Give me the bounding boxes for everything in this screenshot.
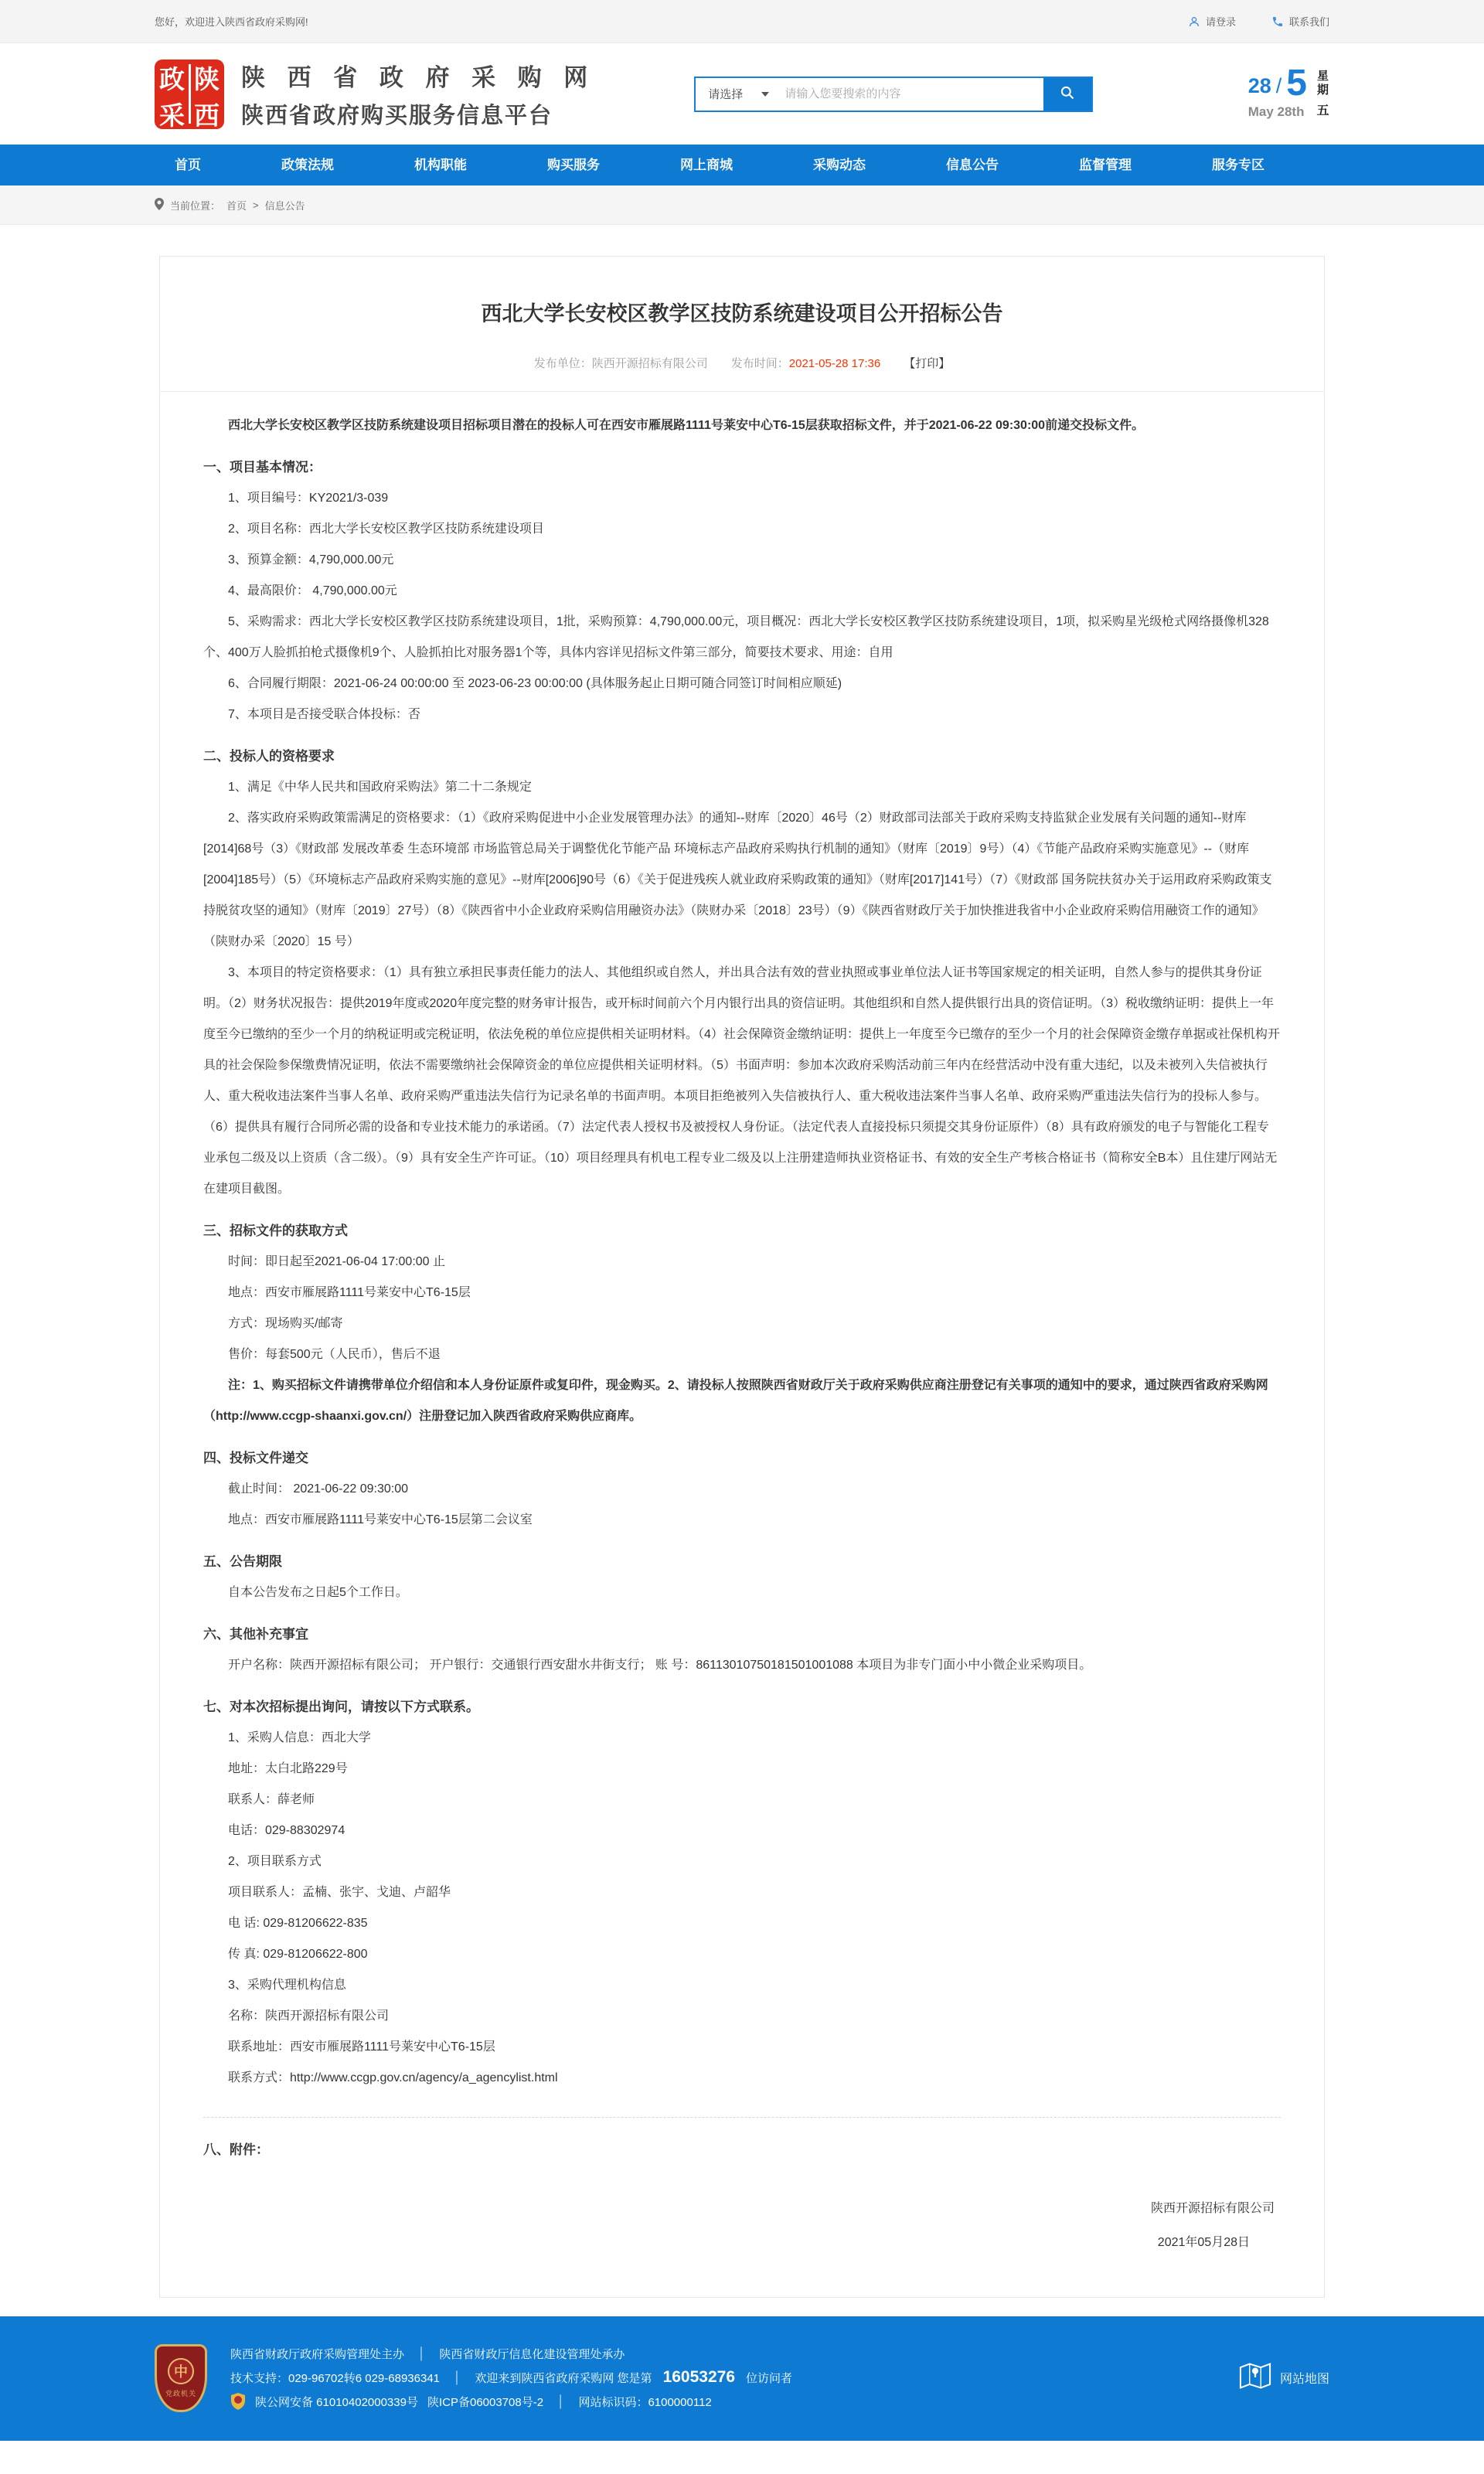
footer-org-2: 陕西省财政厅信息化建设管理处承办 — [439, 2348, 625, 2361]
signature-date: 2021年05月28日 — [1157, 2236, 1250, 2249]
footer-org-line — [230, 2346, 1207, 2362]
publish-time — [731, 355, 880, 371]
icp-record: 陕ICP备06003708号-2 — [427, 2395, 544, 2409]
article-paragraph: 开户名称：陕西开源招标有限公司； 开户银行：交通银行西安甜水井街支行； 账 号：86113010750181501001088 本项目为非专门面小中小微企业采购项目。 — [228, 1659, 1092, 1672]
search-box — [694, 77, 1093, 112]
article-paragraph: 西北大学长安校区教学区技防系统建设项目招标项目潜在的投标人可在西安市雁展路1111号莱安中心T6-15层获取招标文件，并于2021-06-22 09:30:00前递交投标文件。 — [228, 419, 1145, 432]
logo-char: 政 — [159, 66, 185, 94]
signature-block — [160, 2192, 1324, 2260]
site-code: 网站标识码：6100000112 — [578, 2395, 712, 2409]
article-paragraph: 3、采购代理机构信息 — [228, 1979, 346, 1992]
map-icon — [1238, 2360, 1272, 2395]
article-paragraph: 自本公告发布之日起5个工作日。 — [228, 1586, 408, 1599]
article-paragraph: 3、本项目的特定资格要求：（1）具有独立承担民事责任能力的法人、其他组织或自然人，并出具合法有效的营业执照或事业单位法人证书等国家规定的相关证明，自然人参与的提供其身份证明。（2）财务状况报告：提供2019年度或2020年度完整的财务审计报告，或开标时间前六个月内银行出具的资信证明。其他组织和自然人提供银行出具的资信证明。（3）税收缴纳证明：提供上一年度至今已缴纳的至少一个月的纳税证明或完税证明，依法免税的单位应提供相关证明材料。（4）社会保障资金缴纳证明：提供上一年度至今已缴存的至少一个月的社会保障资金缴存单据或社保机构开具的社会保险参保缴费情况证明，依法不需要缴纳社会保障资金的单位应提供相关证明材料。（5）书面声明：参加本次政府采购活动前三年内在经营活动中没有重大违纪，以及未被列入失信被执行人、重大税收违法案件当事人名单、政府采购严重违法失信行为记录名单的书面声明。本项目拒绝被列入失信被执行人、重大税收违法案件当事人名单、政府采购严重违法失信行为的投标人参与。（6）提供具有履行合同所必需的设备和专业技术能力的承诺函。（7）法定代表人授权书及被授权人身份证。（法定代表人直接投标只须提交其身份证原件）（8）具有政府颁发的电子与智能化工程专业承包二级及以上资质（含二级）。（9）具有安全生产许可证。（10）项目经理具有机电工程专业二级及以上注册建造师执业资格证书、有效的安全生产考核合格证书（简称安全B本）且住建厅网站无在建项目截图。 — [203, 966, 1280, 1196]
footer-separator: │ — [557, 2394, 565, 2408]
date-day: 28 — [1247, 73, 1271, 97]
article-paragraph: 4、最高限价： 4,790,000.00元 — [228, 584, 397, 597]
footer-org-1: 陕西省财政厅政府采购管理处主办 — [230, 2348, 405, 2361]
weekday-day: 五 — [1316, 104, 1329, 117]
section-heading: 七、对本次招标提出询问，请按以下方式联系。 — [203, 1700, 479, 1714]
section-heading: 四、投标文件递交 — [203, 1451, 308, 1465]
search-button[interactable] — [1043, 78, 1091, 111]
nav-item-8[interactable]: 服务专区 — [1212, 158, 1264, 172]
article-paragraph: 联系人：薛老师 — [228, 1793, 315, 1806]
chevron-down-icon — [761, 92, 769, 97]
article-paragraph: 项目联系人：孟楠、张宇、戈迪、卢韶华 — [228, 1886, 451, 1899]
phone-icon — [1271, 15, 1284, 28]
article-paragraph: 联系方式：http://www.ccgp.gov.cn/agency/a_agencylist.html — [228, 2071, 558, 2084]
article-paragraph: 联系地址：西安市雁展路1111号莱安中心T6-15层 — [228, 2040, 495, 2054]
article-paragraph: 注：1、购买招标文件请携带单位介绍信和本人身份证原件或复印件，现金购买。2、请投标人按照陕西省财政厅关于政府采购供应商注册登记有关事项的通知中的要求，通过陕西省政府采购网（http://www.ccgp-shaanxi.gov.cn/）注册登记加入陕西省政府采购供应商库。 — [203, 1379, 1268, 1423]
section-heading: 八、附件： — [203, 2142, 269, 2157]
date-english: May 28th — [1247, 104, 1305, 119]
nav-item-0[interactable]: 首页 — [175, 158, 201, 172]
article-paragraph: 1、满足《中华人民共和国政府采购法》第二十二条规定 — [228, 781, 532, 794]
security-record-link[interactable] — [230, 2393, 418, 2410]
public-security-badge-icon — [230, 2393, 246, 2410]
article-paragraph: 2、项目名称：西北大学长安校区教学区技防系统建设项目 — [228, 522, 544, 536]
footer-welcome-suffix: 位访问者 — [746, 2371, 793, 2385]
page-title: 西北大学长安校区教学区技防系统建设项目公开招标公告 — [481, 302, 1003, 325]
site-subtitle: 陕西省政府购买服务信息平台 — [241, 104, 553, 128]
article-body — [160, 392, 1324, 2166]
article-paragraph: 方式：现场购买/邮寄 — [228, 1317, 343, 1330]
site-name: 陕 西 省 政 府 采 购 网 — [241, 64, 596, 91]
footer-separator: │ — [454, 2370, 461, 2384]
article-paragraph: 截止时间： 2021-06-22 09:30:00 — [228, 1482, 409, 1496]
search-icon — [1060, 85, 1075, 103]
article-paragraph: 传 真: 029-81206622-800 — [228, 1948, 368, 1961]
emblem-label: 党政机关 — [165, 2389, 196, 2397]
sitemap-link[interactable] — [1238, 2360, 1329, 2395]
article-paragraph: 售价：每套500元（人民币），售后不退 — [228, 1348, 441, 1361]
user-icon — [1188, 15, 1200, 28]
date-month: 5 — [1286, 63, 1307, 104]
main-nav — [0, 145, 1484, 185]
section-heading: 三、招标文件的获取方式 — [203, 1223, 348, 1238]
logo-char: 陕 — [194, 66, 220, 94]
contact-label: 联系我们 — [1288, 16, 1329, 28]
article-paragraph: 1、项目编号：KY2021/3-039 — [228, 492, 389, 505]
breadcrumb — [0, 185, 1484, 225]
article-paragraph: 地址：太白北路229号 — [228, 1762, 348, 1775]
breadcrumb-current[interactable]: 信息公告 — [264, 199, 305, 212]
nav-item-3[interactable]: 购买服务 — [547, 158, 600, 172]
government-emblem-badge — [155, 2344, 207, 2412]
nav-item-6[interactable]: 信息公告 — [946, 158, 999, 172]
article-paragraph: 时间：即日起至2021-06-04 17:00:00 止 — [228, 1255, 446, 1268]
nav-list — [155, 145, 1329, 185]
section-heading: 五、公告期限 — [203, 1554, 282, 1569]
article-paragraph: 6、合同履行期限：2021-06-24 00:00:00 至 2023-06-23 00:00:00 (具体服务起止日期可随合同签订时间相应顺延) — [228, 677, 842, 690]
search-select-label: 请选择 — [708, 88, 744, 101]
publish-time-value: 2021-05-28 17:36 — [788, 357, 881, 370]
date-widget — [1247, 63, 1329, 120]
weekday-prefix: 星期 — [1316, 70, 1329, 97]
topbar — [0, 0, 1484, 43]
nav-item-4[interactable]: 网上商城 — [680, 158, 733, 172]
announcement-card — [159, 256, 1325, 2298]
article-paragraph: 2、项目联系方式 — [228, 1855, 322, 1868]
breadcrumb-home[interactable]: 首页 — [226, 199, 247, 212]
article-paragraph: 地点：西安市雁展路1111号莱安中心T6-15层第二会议室 — [228, 1513, 533, 1526]
breadcrumb-separator: > — [253, 199, 259, 211]
publish-time-label: 发布时间： — [730, 357, 789, 370]
logo-char: 采 — [159, 102, 185, 131]
login-label: 请登录 — [1205, 16, 1236, 28]
logo-char: 西 — [194, 102, 220, 131]
security-record-label: 陕公网安备 61010402000339号 — [255, 2395, 418, 2409]
welcome-text: 您好，欢迎进入陕西省政府采购网! — [155, 16, 308, 28]
footer-welcome-prefix: 欢迎来到陕西省政府采购网 您是第 — [475, 2371, 652, 2385]
nav-item-7[interactable]: 监督管理 — [1079, 158, 1132, 172]
article-paragraph: 电话：029-88302974 — [228, 1824, 345, 1837]
contact-link[interactable] — [1271, 14, 1329, 29]
sitemap-label: 网站地图 — [1279, 2373, 1329, 2386]
search-input[interactable] — [778, 78, 1043, 111]
section-heading: 一、项目基本情况： — [203, 460, 322, 475]
main-content — [0, 225, 1484, 2306]
footer-support-label: 技术支持：029-96702转6 029-68936341 — [230, 2371, 441, 2385]
article-paragraph: 2、落实政府采购政策需满足的资格要求：（1）《政府采购促进中小企业发展管理办法》的通知--财库〔2020〕46号（2）财政部司法部关于政府采购支持监狱企业发展有关问题的通知--财库[2014]68号（3）《财政部 发展改革委 生态环境部 市场监管总局关于调整优化节能产品 环境标志产品政府采购执行机制的通知》（财库〔2019〕9号）（4）《节能产品政府采购实施意见》--（财库[2004]185号）（5）《环境标志产品政府采购实施的意见》--财库[2006]90号（6）《关于促进残疾人就业政府采购政策的通知》（财库[2017]141号）（7）《财政部 国务院扶贫办关于运用政府采购政策支持脱贫攻坚的通知》（财库〔2019〕27号）（8）《陕西省中小企业政府采购信用融资办法》（陕财办采〔2018〕23号）（9）《陕西省财政厅关于加快推进我省中小企业政府采购信用融资工作的通知》（陕财办采〔2020〕15 号） — [203, 812, 1272, 948]
location-pin-icon — [155, 198, 164, 213]
article-paragraph: 5、采购需求：西北大学长安校区教学区技防系统建设项目，1批，采购预算：4,790,000.00元，项目概况：西北大学长安校区教学区技防系统建设项目，1项，拟采购星光级枪式网络摄像机328个、400万人脸抓拍枪式摄像机9个、人脸抓拍比对服务器1个等，具体内容详见招标文件第三部分，简要技术要求、用途：自用 — [203, 615, 1269, 659]
article-paragraph: 7、本项目是否接受联合体投标：否 — [228, 708, 420, 721]
dotted-divider — [203, 2117, 1281, 2118]
print-button[interactable]: 【打印】 — [904, 357, 951, 370]
header — [0, 43, 1484, 145]
footer-separator: │ — [418, 2347, 426, 2360]
article-paragraph: 电 话: 029-81206622-835 — [228, 1917, 368, 1930]
signature-company: 陕西开源招标有限公司 — [1150, 2202, 1275, 2215]
search-category-select[interactable] — [696, 78, 778, 111]
section-heading: 六、其他补充事宜 — [203, 1627, 308, 1642]
login-link[interactable] — [1188, 14, 1236, 29]
footer — [0, 2316, 1484, 2441]
footer-record-line — [230, 2393, 1207, 2410]
article-paragraph: 名称：陕西开源招标有限公司 — [228, 2009, 390, 2023]
site-logo[interactable] — [155, 60, 224, 129]
emblem-icon: 中 — [168, 2358, 194, 2384]
publisher-label: 发布单位：陕西开源招标有限公司 — [533, 357, 708, 370]
date-slash: / — [1275, 73, 1282, 97]
article-paragraph: 3、预算金额：4,790,000.00元 — [228, 553, 394, 567]
footer-support-line — [230, 2368, 1207, 2387]
section-heading: 二、投标人的资格要求 — [203, 749, 335, 764]
visitor-count: 16053276 — [662, 2368, 735, 2386]
article-paragraph: 1、采购人信息：西北大学 — [228, 1731, 371, 1744]
article-paragraph: 地点：西安市雁展路1111号莱安中心T6-15层 — [228, 1286, 471, 1299]
nav-item-5[interactable]: 采购动态 — [813, 158, 866, 172]
breadcrumb-label: 当前位置： — [170, 199, 221, 212]
nav-item-2[interactable]: 机构职能 — [414, 158, 467, 172]
nav-item-1[interactable]: 政策法规 — [281, 158, 334, 172]
